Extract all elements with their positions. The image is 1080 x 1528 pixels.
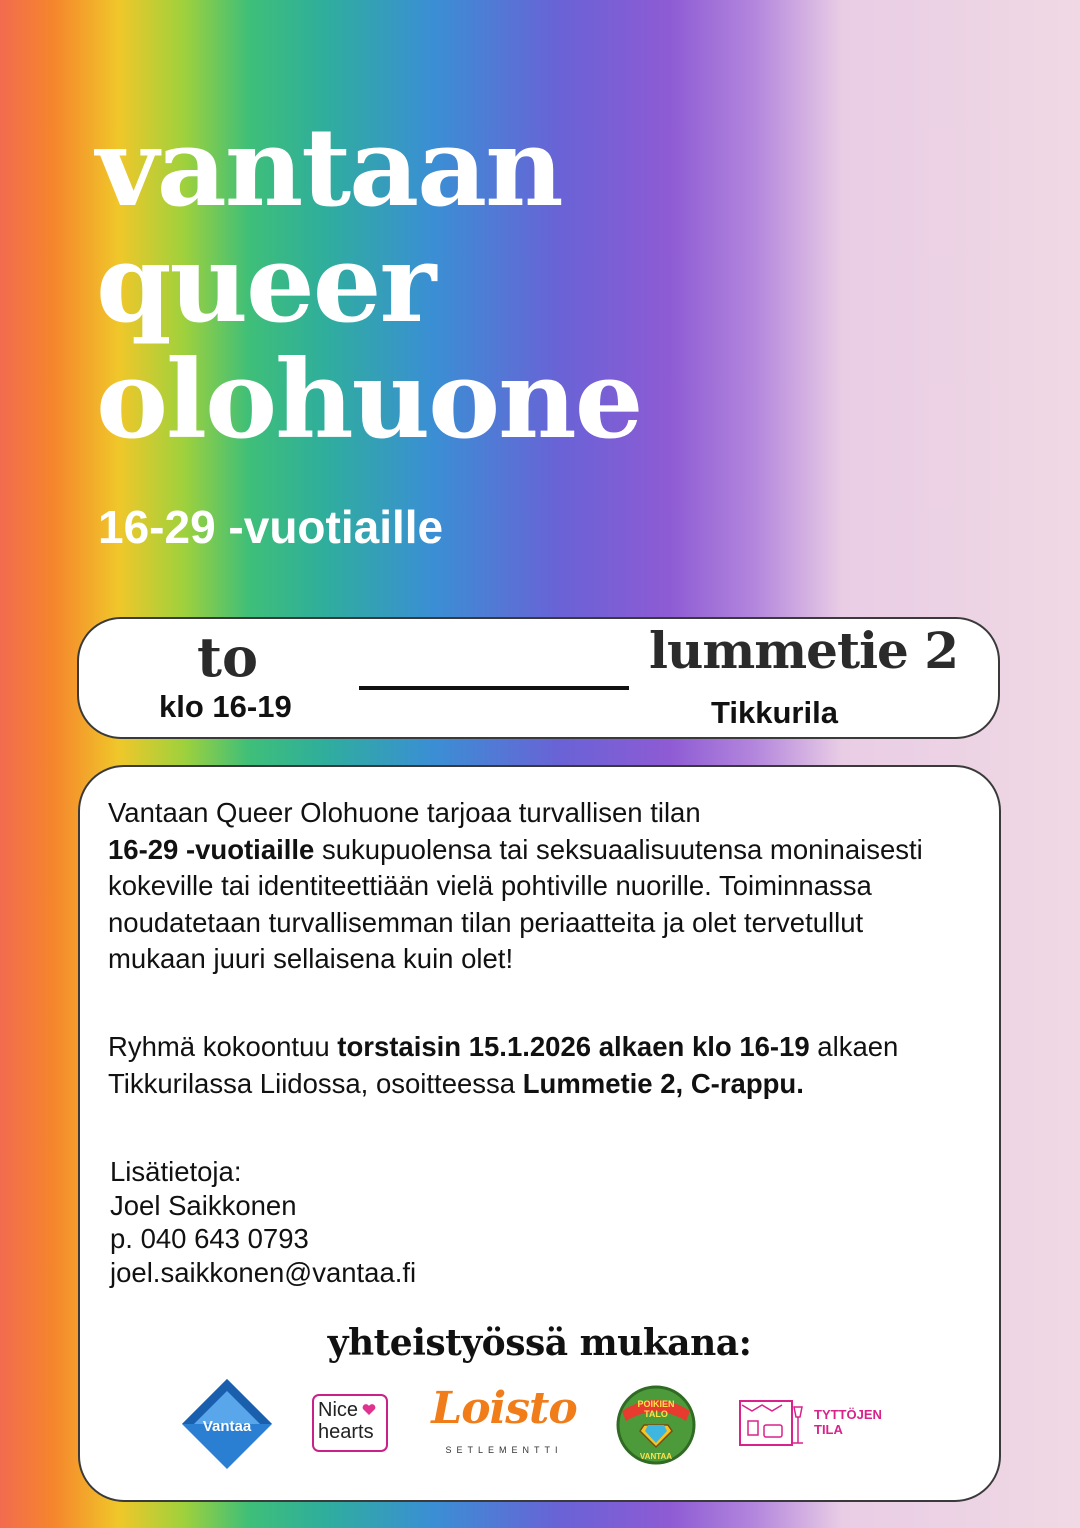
contact-email: joel.saikkonen@vantaa.fi <box>110 1256 417 1288</box>
info-bar <box>77 617 1000 739</box>
weekday: to <box>197 625 258 689</box>
poikien-talo-line-1: POIKIEN <box>637 1399 675 1409</box>
meeting-address-bold: Lummetie 2, C-rappu. <box>522 1067 804 1099</box>
description-age-bold: 16-29 -vuotiaille <box>108 833 315 865</box>
loisto-logo <box>428 1383 580 1459</box>
street-address: lummetie 2 <box>649 621 959 680</box>
poster-title <box>96 105 642 463</box>
meeting-intro: Ryhmä kokoontuu <box>108 1031 338 1062</box>
time-range: klo 16-19 <box>159 689 292 724</box>
description-text <box>108 795 958 978</box>
nicehearts-logo <box>312 1394 390 1454</box>
title-line-2: queer <box>96 221 435 347</box>
poikien-talo-line-2: TALO <box>644 1409 668 1419</box>
heart-icon <box>362 1404 376 1416</box>
poikien-talo-logo <box>612 1385 700 1465</box>
nicehearts-line-2: hearts <box>318 1421 374 1443</box>
room-illustration-icon <box>738 1395 808 1451</box>
meeting-location: alkaen Tikkurilassa Liidossa, osoitteessa <box>108 1031 899 1099</box>
vantaa-logo <box>180 1377 274 1471</box>
description-card <box>78 765 1001 1502</box>
partners-heading: yhteistyössä mukana: <box>327 1322 752 1364</box>
contact-phone: p. 040 643 0793 <box>110 1223 309 1254</box>
tyttojen-tila-logo <box>738 1395 896 1451</box>
vantaa-diamond-icon <box>180 1377 274 1471</box>
title-line-1: vantaan <box>96 105 562 231</box>
nicehearts-line-1: Nice <box>318 1399 359 1421</box>
age-subtitle: 16-29 -vuotiaille <box>98 501 444 553</box>
meeting-text <box>108 1029 958 1102</box>
divider-line <box>359 686 629 690</box>
contact-label: Lisätietoja: <box>110 1156 242 1187</box>
poikien-talo-line-3: VANTAA <box>639 1452 673 1461</box>
contact-block <box>110 1155 416 1289</box>
tyttojen-tila-text <box>814 1407 882 1437</box>
district: Tikkurila <box>711 695 838 730</box>
title-line-3: olohuone <box>96 337 642 463</box>
description-intro: Vantaan Queer Olohuone tarjoaa turvallisen tilan <box>108 797 701 828</box>
contact-name: Joel Saikkonen <box>110 1189 297 1221</box>
poikien-talo-badge-icon <box>612 1385 700 1465</box>
loisto-wordmark: Loisto <box>431 1383 577 1434</box>
tyttojen-tila-line-1: TYTTÖJEN <box>814 1407 882 1422</box>
loisto-subtitle: SETLEMENTTI <box>445 1445 563 1455</box>
nicehearts-frame <box>312 1394 388 1452</box>
meeting-date-bold: torstaisin 15.1.2026 alkaen klo 16-19 <box>337 1031 810 1062</box>
description-body: sukupuolensa tai seksuaalisuutensa moninaisesti kokeville tai identiteettiään vielä pohtiville nuorille. Toiminnassa noudatetaan turvallisemman tilan periaatteita ja olet tervetullut mukaan juuri sellaisena kuin olet! <box>108 833 923 974</box>
tyttojen-tila-line-2: TILA <box>814 1422 843 1437</box>
vantaa-logo-text: Vantaa <box>202 1418 252 1435</box>
